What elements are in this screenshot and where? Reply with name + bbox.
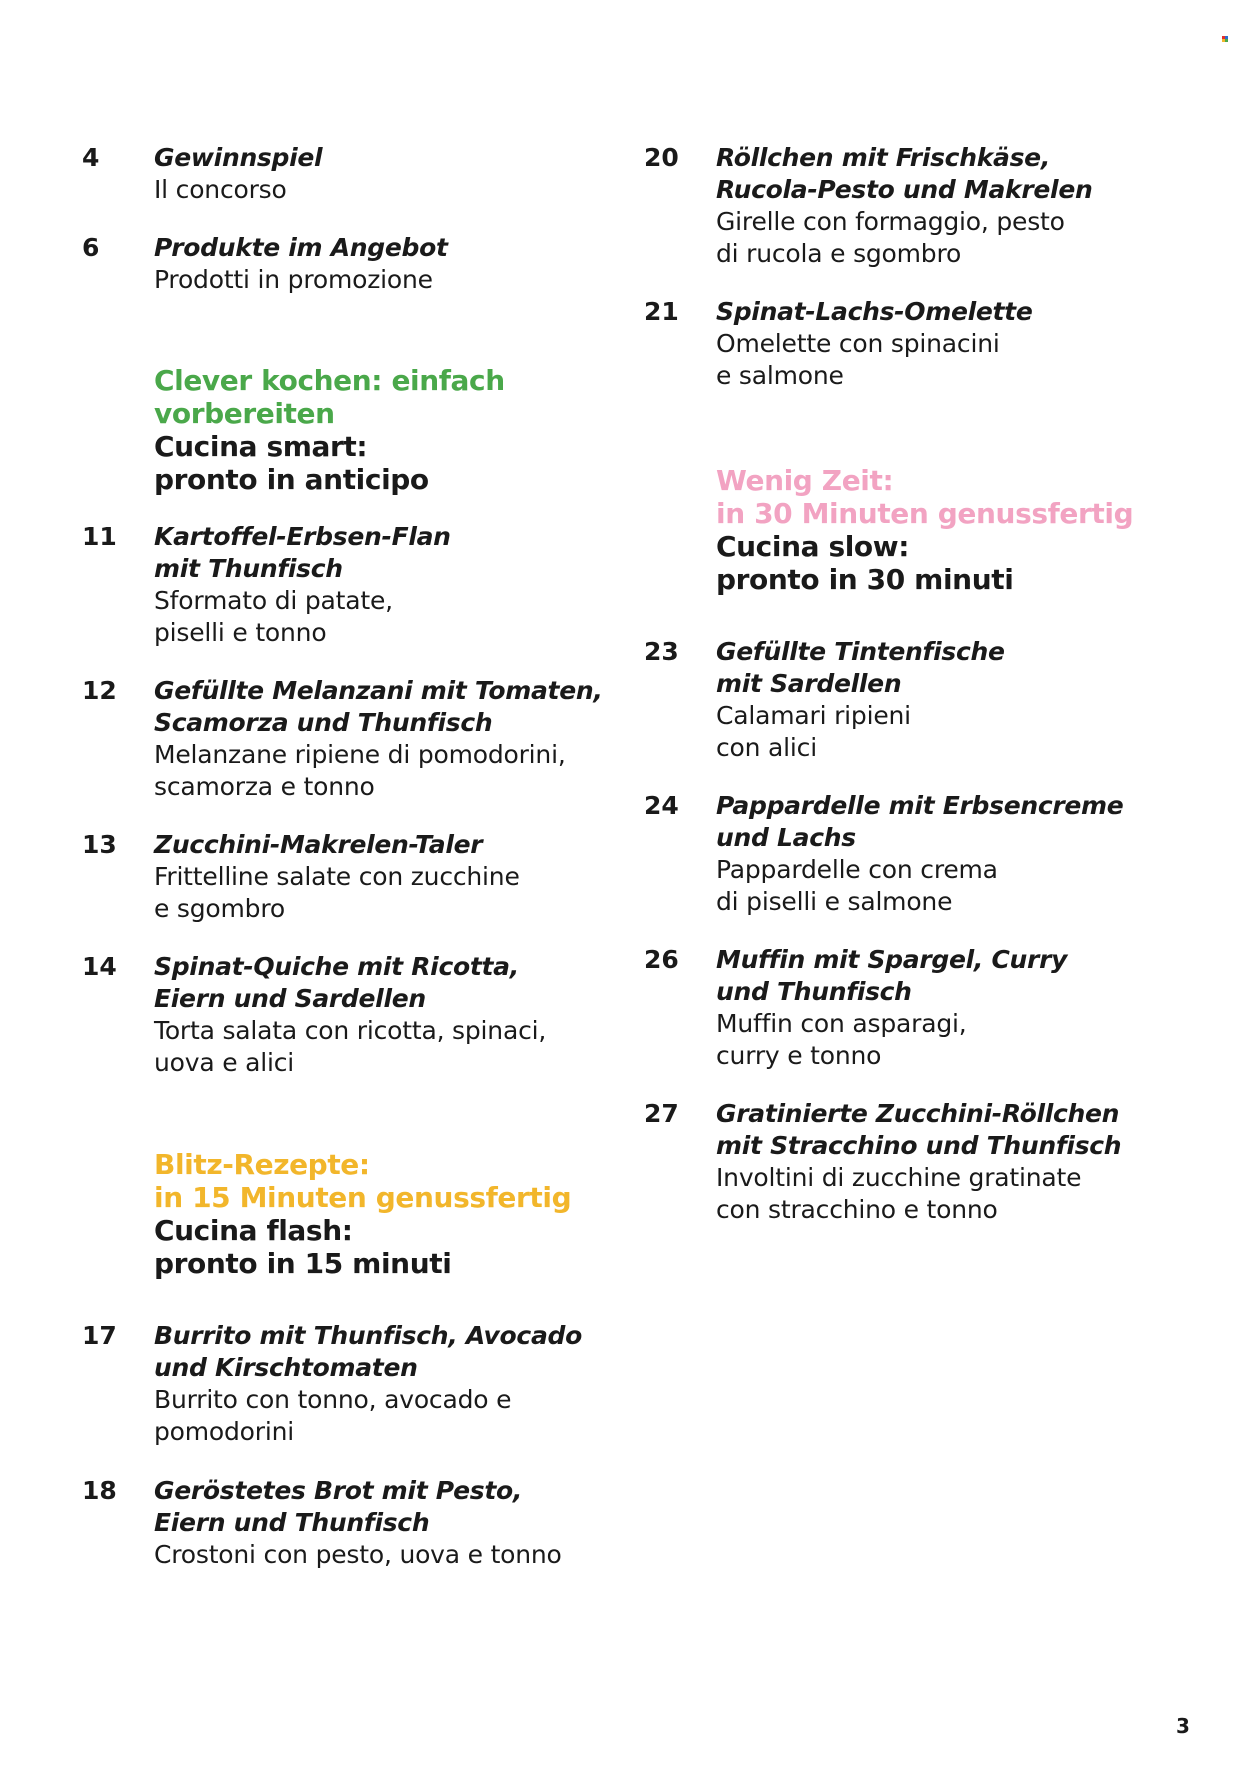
section-clever-kochen — [154, 364, 624, 496]
title-italian: Muffin con asparagi, — [716, 1009, 967, 1038]
entry-text — [716, 296, 1032, 392]
title-german: mit Stracchino und Thunfisch — [716, 1131, 1122, 1160]
page-ref-number: 20 — [644, 143, 679, 172]
title-german: Kartoffel-Erbsen-Flan — [154, 522, 451, 551]
title-italian: Burrito con tonno, avocado e — [154, 1385, 512, 1414]
section-heading-italian: pronto in 15 minuti — [154, 1247, 452, 1280]
page-ref-number: 11 — [82, 522, 117, 551]
title-german: mit Sardellen — [716, 669, 902, 698]
page-ref-number: 18 — [82, 1476, 117, 1505]
page-ref-number: 4 — [82, 143, 100, 172]
title-italian: piselli e tonno — [154, 618, 327, 647]
section-heading-german: vorbereiten — [154, 397, 335, 430]
section-heading-italian: pronto in anticipo — [154, 463, 429, 496]
title-german: Eiern und Sardellen — [154, 984, 426, 1013]
entry-text — [154, 142, 322, 206]
brand-mark — [1222, 36, 1231, 43]
title-german: Rucola-Pesto und Makrelen — [716, 175, 1093, 204]
section-heading-italian: pronto in 30 minuti — [716, 563, 1014, 596]
page-number: 3 — [1176, 1714, 1190, 1738]
title-italian: con alici — [716, 733, 817, 762]
page-ref-number: 26 — [644, 945, 679, 974]
title-italian: uova e alici — [154, 1048, 295, 1077]
title-german: Geröstetes Brot mit Pesto, — [154, 1476, 523, 1505]
section-heading-german: Wenig Zeit: — [716, 464, 894, 497]
title-italian: Calamari ripieni — [716, 701, 911, 730]
title-italian: e salmone — [716, 361, 844, 390]
section-heading-german: Blitz-Rezepte: — [154, 1148, 370, 1181]
entry-text — [154, 829, 520, 925]
entry-text — [154, 951, 546, 1079]
entry-text — [154, 1475, 562, 1571]
title-german: Eiern und Thunfisch — [154, 1508, 430, 1537]
title-german: mit Thunfisch — [154, 554, 343, 583]
title-german: Burrito mit Thunfisch, Avocado — [154, 1321, 582, 1350]
title-italian: Torta salata con ricotta, spinaci, — [154, 1016, 547, 1045]
page-ref-number: 27 — [644, 1099, 679, 1128]
section-blitz-rezepte — [154, 1148, 624, 1280]
title-italian: Il concorso — [154, 175, 287, 204]
title-italian: pomodorini — [154, 1417, 294, 1446]
section-heading-italian: Cucina smart: — [154, 430, 368, 463]
title-italian: Sformato di patate, — [154, 586, 393, 615]
title-german: Muffin mit Spargel, Curry — [716, 945, 1068, 974]
title-italian: di rucola e sgombro — [716, 239, 962, 268]
section-heading-german: in 15 Minuten genussfertig — [154, 1181, 572, 1214]
title-german: Scamorza und Thunfisch — [154, 708, 493, 737]
title-italian: Pappardelle con crema — [716, 855, 998, 884]
section-heading-german: in 30 Minuten genussfertig — [716, 497, 1134, 530]
title-german: und Thunfisch — [716, 977, 912, 1006]
title-italian: e sgombro — [154, 894, 285, 923]
title-german: Produkte im Angebot — [154, 233, 448, 262]
section-heading-italian: Cucina flash: — [154, 1214, 353, 1247]
entry-text — [154, 232, 448, 296]
entry-text — [154, 521, 451, 649]
title-italian: Omelette con spinacini — [716, 329, 1000, 358]
title-german: Spinat-Quiche mit Ricotta, — [154, 952, 519, 981]
page-ref-number: 6 — [82, 233, 100, 262]
entry-text — [716, 1098, 1121, 1226]
page-ref-number: 13 — [82, 830, 117, 859]
title-italian: con stracchino e tonno — [716, 1195, 998, 1224]
section-heading-german: Clever kochen: einfach — [154, 364, 505, 397]
page-ref-number: 21 — [644, 297, 679, 326]
title-italian: Involtini di zucchine gratinate — [716, 1163, 1082, 1192]
title-italian: Crostoni con pesto, uova e tonno — [154, 1540, 562, 1569]
title-german: und Kirschtomaten — [154, 1353, 418, 1382]
entry-text — [716, 142, 1093, 270]
page-ref-number: 23 — [644, 637, 679, 666]
page-ref-number: 24 — [644, 791, 679, 820]
entry-text — [716, 944, 1067, 1072]
title-italian: Melanzane ripiene di pomodorini, — [154, 740, 566, 769]
entry-text — [716, 636, 1005, 764]
title-german: Röllchen mit Frischkäse, — [716, 143, 1051, 172]
title-german: Gratinierte Zucchini-Röllchen — [716, 1099, 1120, 1128]
page-ref-number: 14 — [82, 952, 117, 981]
entry-text — [154, 675, 603, 803]
title-italian: Girelle con formaggio, pesto — [716, 207, 1065, 236]
entry-text — [154, 1320, 582, 1448]
title-italian: Frittelline salate con zucchine — [154, 862, 520, 891]
title-german: Pappardelle mit Erbsencreme — [716, 791, 1124, 820]
title-german: Gefüllte Tintenfische — [716, 637, 1005, 666]
page-ref-number: 12 — [82, 676, 117, 705]
entry-text — [716, 790, 1123, 918]
title-german: und Lachs — [716, 823, 856, 852]
title-german: Gefüllte Melanzani mit Tomaten, — [154, 676, 603, 705]
title-german: Gewinnspiel — [154, 143, 323, 172]
title-italian: scamorza e tonno — [154, 772, 375, 801]
title-italian: curry e tonno — [716, 1041, 882, 1070]
section-wenig-zeit — [716, 464, 1186, 596]
title-german: Zucchini-Makrelen-Taler — [154, 830, 483, 859]
title-italian: di piselli e salmone — [716, 887, 953, 916]
title-german: Spinat-Lachs-Omelette — [716, 297, 1033, 326]
title-italian: Prodotti in promozione — [154, 265, 433, 294]
section-heading-italian: Cucina slow: — [716, 530, 910, 563]
page-ref-number: 17 — [82, 1321, 117, 1350]
